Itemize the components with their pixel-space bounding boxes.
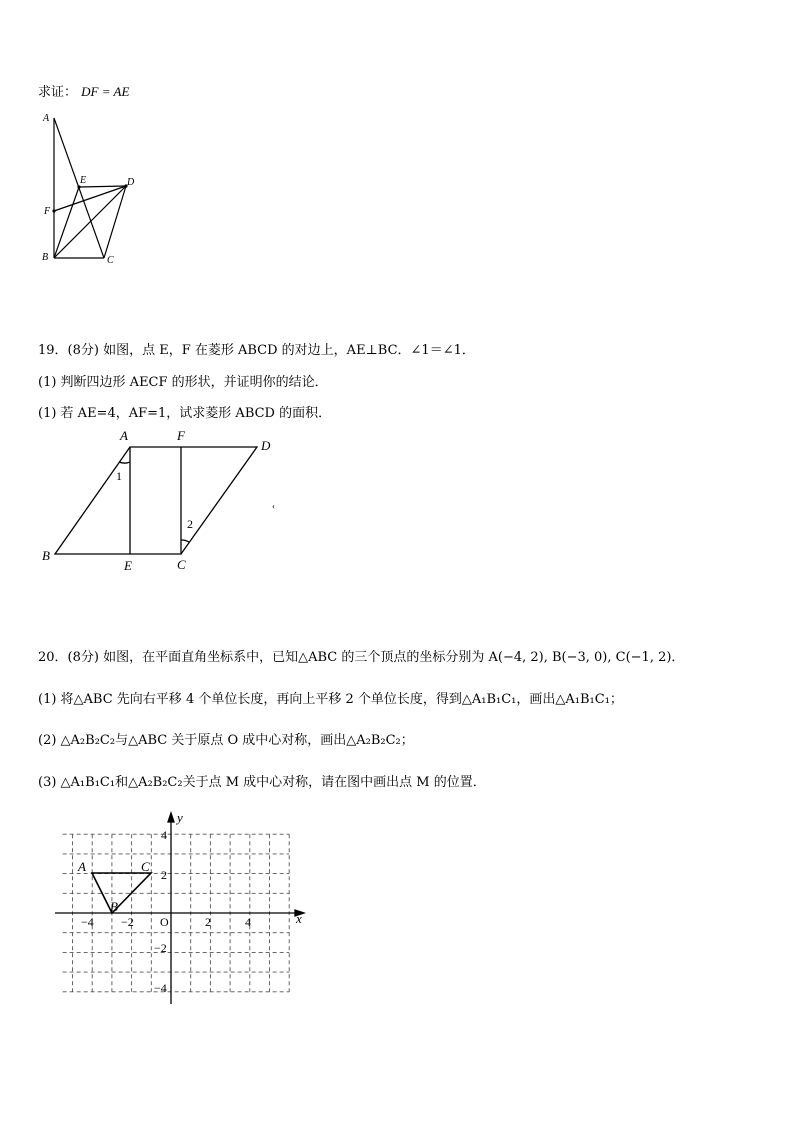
point-c-label: C [141,859,150,874]
proof-prefix: 求证： [38,85,78,100]
x-tick-4: 4 [245,915,251,929]
q19-label-c: C [177,557,186,572]
fig1-label-c: C [107,255,114,266]
proof-statement: DF = AE [81,84,130,99]
q19-angle-1: 1 [116,469,122,483]
q19-part2: (1) 若 AE=4，AF=1，试求菱形 ABCD 的面积． [38,406,332,421]
y-tick-neg2: −2 [154,941,167,955]
q19-label-e: E [124,558,132,573]
x-tick-2: 2 [205,915,211,929]
q19-stray-mark: ‹ [272,501,275,511]
point-a-label: A [78,859,86,874]
fig1-label-b: B [42,252,49,263]
fig1-label-f: F [44,206,51,217]
y-tick-2: 2 [161,868,167,882]
q20-part1: (1) 将△ABC 先向右平移 4 个单位长度，再向上平移 2 个单位长度，得到△A₁B₁C₁，画出△A₁B₁C₁； [38,692,623,707]
y-tick-4: 4 [161,828,167,842]
point-b-label: B [110,899,118,914]
q19-label-b: B [42,548,50,563]
q20-part3: (3) △A₁B₁C₁和△A₂B₂C₂关于点 M 成中心对称，请在图中画出点 M 的位置． [38,775,486,790]
q19-angle-2: 2 [187,517,193,531]
q19-header: 19．(8分) 如图，点 E，F 在菱形 ABCD 的对边上，AE⊥BC．∠1＝∠1． [38,343,475,358]
x-tick-neg4: −4 [81,915,94,929]
q19-part1: (1) 判断四边形 AECF 的形状，并证明你的结论． [38,375,328,390]
fig1-label-d: D [127,177,135,188]
q19-label-a: A [120,428,128,443]
fig1-label-e: E [80,175,87,186]
proof-line [38,83,129,102]
fig1-label-a: A [43,113,50,124]
x-axis-label: x [296,911,302,926]
y-axis-label: y [177,810,183,825]
q19-label-d: D [261,438,271,453]
y-tick-neg4: −4 [154,981,167,995]
q20-part2: (2) △A₂B₂C₂与△ABC 关于原点 O 成中心对称，画出△A₂B₂C₂； [38,733,414,748]
q20-header: 20．(8分) 如图，在平面直角坐标系中，已知△ABC 的三个顶点的坐标分别为 A(−4, 2), B(−3, 0), C(−1, 2)． [38,650,685,665]
coordinate-grid [55,812,315,1012]
q19-label-f: F [177,428,185,443]
x-tick-neg2: −2 [121,915,134,929]
q19-figure [38,428,288,578]
figure-1 [38,110,148,270]
origin-label: O [160,915,169,929]
